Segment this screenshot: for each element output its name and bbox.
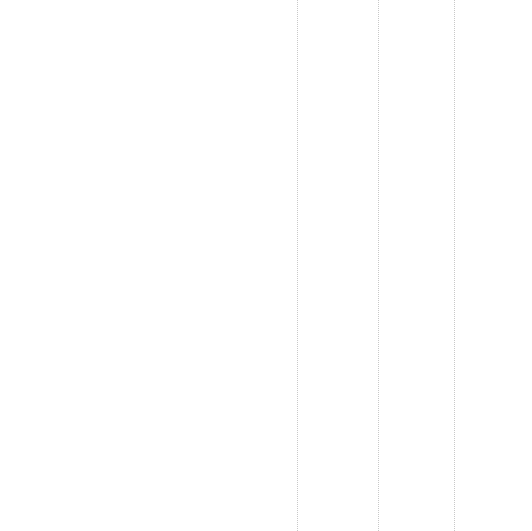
gridline	[454, 0, 455, 531]
header-change-line1	[0, 0, 532, 16]
gridline	[378, 0, 379, 531]
gridline	[297, 0, 298, 531]
header-years	[0, 16, 532, 32]
